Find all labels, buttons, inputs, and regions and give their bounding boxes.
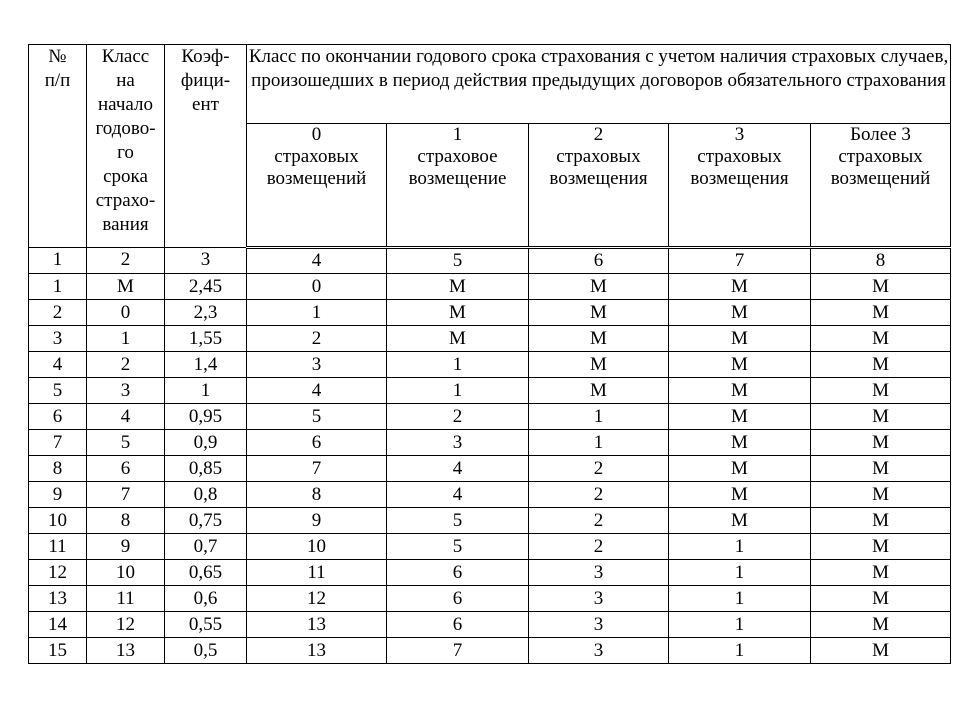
header-class-end: Класс по окончании годового срока страхования с учетом наличия страховых случаев, произошедших в период действия предыдущих договоров обязательного страхования [247,45,951,124]
coefficient: 0,95 [165,404,247,430]
column-number: 3 [165,248,247,274]
table-row [29,638,951,664]
coefficient: 0,9 [165,430,247,456]
class-3-claims: М [669,300,811,326]
coefficient: 2,45 [165,274,247,300]
coefficient: 0,65 [165,560,247,586]
class-2-claims: 1 [529,430,669,456]
row-number: 10 [29,508,87,534]
row-number: 12 [29,560,87,586]
class-0-claims: 8 [247,482,387,508]
coefficient: 1,55 [165,326,247,352]
class-more-3-claims: М [811,534,951,560]
table-row [29,274,951,300]
table-row [29,430,951,456]
header-sub-1-claim: 1 страховое возмещение [387,124,529,248]
class-0-claims: 2 [247,326,387,352]
table-row [29,586,951,612]
column-number: 8 [811,248,951,274]
class-start: 13 [87,638,165,664]
class-0-claims: 0 [247,274,387,300]
table-body [29,248,951,664]
class-more-3-claims: М [811,326,951,352]
header-number: № п/п [29,45,87,248]
class-1-claim: 1 [387,378,529,404]
class-0-claims: 13 [247,612,387,638]
class-2-claims: М [529,274,669,300]
class-0-claims: 6 [247,430,387,456]
class-1-claim: 4 [387,482,529,508]
row-number: 15 [29,638,87,664]
class-2-claims: 3 [529,612,669,638]
class-1-claim: 4 [387,456,529,482]
coefficient: 0,7 [165,534,247,560]
column-number: 5 [387,248,529,274]
class-start: 11 [87,586,165,612]
class-3-claims: М [669,430,811,456]
table-row [29,560,951,586]
class-more-3-claims: М [811,378,951,404]
row-number: 4 [29,352,87,378]
class-2-claims: 3 [529,560,669,586]
class-1-claim: М [387,326,529,352]
column-number: 2 [87,248,165,274]
column-numbers-row [29,248,951,274]
class-3-claims: М [669,482,811,508]
class-more-3-claims: М [811,456,951,482]
table-row [29,300,951,326]
class-0-claims: 3 [247,352,387,378]
class-more-3-claims: М [811,404,951,430]
column-number: 6 [529,248,669,274]
row-number: 6 [29,404,87,430]
row-number: 2 [29,300,87,326]
class-3-claims: М [669,508,811,534]
row-number: 8 [29,456,87,482]
class-start: 5 [87,430,165,456]
row-number: 9 [29,482,87,508]
class-1-claim: 3 [387,430,529,456]
class-1-claim: 6 [387,560,529,586]
class-3-claims: М [669,326,811,352]
class-3-claims: М [669,456,811,482]
class-3-claims: 1 [669,560,811,586]
class-1-claim: 7 [387,638,529,664]
row-number: 1 [29,274,87,300]
class-2-claims: 2 [529,456,669,482]
header-sub-3-claims: 3 страховых возмещения [669,124,811,248]
class-2-claims: 1 [529,404,669,430]
class-3-claims: М [669,352,811,378]
class-3-claims: 1 [669,638,811,664]
table-row [29,612,951,638]
coefficient: 0,5 [165,638,247,664]
coefficient: 1 [165,378,247,404]
class-1-claim: 6 [387,612,529,638]
coefficient: 2,3 [165,300,247,326]
class-3-claims: М [669,378,811,404]
class-0-claims: 13 [247,638,387,664]
class-2-claims: М [529,378,669,404]
table-row [29,482,951,508]
class-2-claims: 2 [529,534,669,560]
coefficient: 0,75 [165,508,247,534]
class-more-3-claims: М [811,352,951,378]
class-start: 12 [87,612,165,638]
class-start: 8 [87,508,165,534]
class-3-claims: М [669,274,811,300]
coefficient: 0,85 [165,456,247,482]
table-row [29,326,951,352]
class-more-3-claims: М [811,274,951,300]
class-start: 4 [87,404,165,430]
class-2-claims: 2 [529,482,669,508]
table-row [29,508,951,534]
header-class-start: Класс на начало годово- го срока страхо- вания [87,45,165,248]
coefficient: 0,8 [165,482,247,508]
class-2-claims: М [529,300,669,326]
class-start: М [87,274,165,300]
class-3-claims: М [669,404,811,430]
row-number: 5 [29,378,87,404]
class-start: 2 [87,352,165,378]
class-more-3-claims: М [811,560,951,586]
table-row [29,534,951,560]
row-number: 14 [29,612,87,638]
class-start: 7 [87,482,165,508]
coefficient: 1,4 [165,352,247,378]
class-more-3-claims: М [811,508,951,534]
class-1-claim: М [387,300,529,326]
class-0-claims: 12 [247,586,387,612]
class-0-claims: 10 [247,534,387,560]
class-1-claim: 2 [387,404,529,430]
class-0-claims: 5 [247,404,387,430]
class-0-claims: 4 [247,378,387,404]
class-2-claims: М [529,326,669,352]
class-1-claim: 1 [387,352,529,378]
class-start: 1 [87,326,165,352]
row-number: 13 [29,586,87,612]
class-0-claims: 9 [247,508,387,534]
class-3-claims: 1 [669,534,811,560]
class-2-claims: 3 [529,638,669,664]
header-sub-2-claims: 2 страховых возмещения [529,124,669,248]
class-more-3-claims: М [811,482,951,508]
class-start: 3 [87,378,165,404]
class-start: 9 [87,534,165,560]
column-number: 7 [669,248,811,274]
row-number: 3 [29,326,87,352]
header-coefficient: Коэф- фици- ент [165,45,247,248]
class-3-claims: 1 [669,586,811,612]
column-number: 1 [29,248,87,274]
class-more-3-claims: М [811,300,951,326]
table-row [29,378,951,404]
coefficient: 0,6 [165,586,247,612]
class-0-claims: 11 [247,560,387,586]
class-start: 6 [87,456,165,482]
class-more-3-claims: М [811,586,951,612]
table-row [29,404,951,430]
class-1-claim: 5 [387,508,529,534]
class-2-claims: 2 [529,508,669,534]
class-more-3-claims: М [811,430,951,456]
table-row [29,456,951,482]
bonus-malus-table [28,44,951,664]
coefficient: 0,55 [165,612,247,638]
class-more-3-claims: М [811,612,951,638]
class-1-claim: 5 [387,534,529,560]
class-start: 10 [87,560,165,586]
class-start: 0 [87,300,165,326]
class-0-claims: 7 [247,456,387,482]
class-3-claims: 1 [669,612,811,638]
class-0-claims: 1 [247,300,387,326]
header-sub-0-claims: 0 страховых возмещений [247,124,387,248]
class-1-claim: М [387,274,529,300]
class-2-claims: М [529,352,669,378]
header-sub-more-3-claims: Более 3 страховых возмещений [811,124,951,248]
class-1-claim: 6 [387,586,529,612]
row-number: 7 [29,430,87,456]
class-2-claims: 3 [529,586,669,612]
column-number: 4 [247,248,387,274]
row-number: 11 [29,534,87,560]
table-row [29,352,951,378]
class-more-3-claims: М [811,638,951,664]
